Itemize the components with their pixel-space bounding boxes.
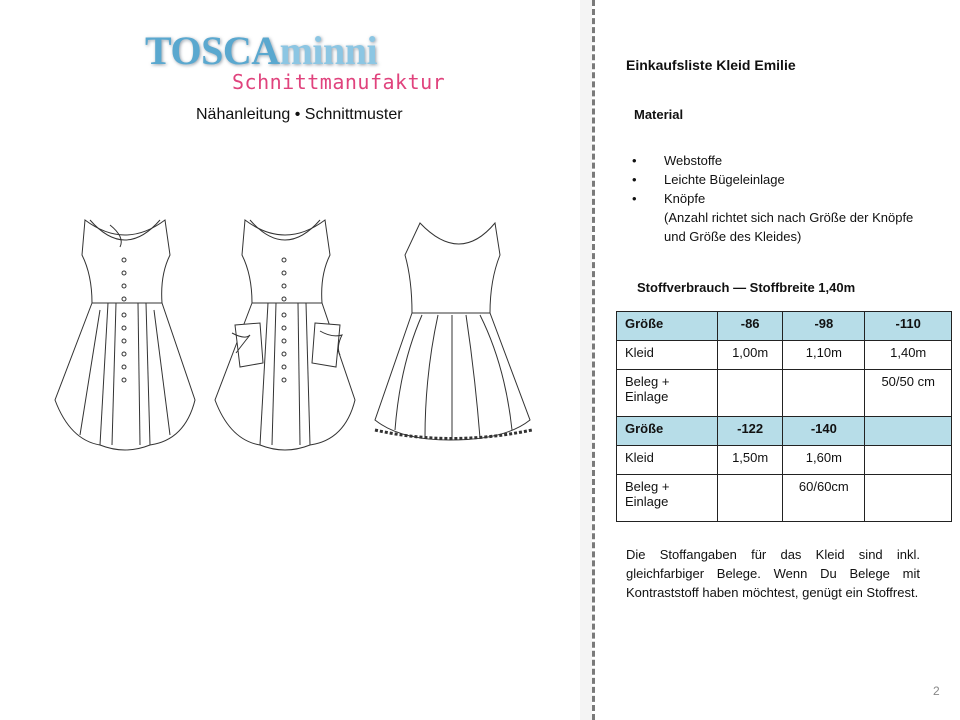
tagline: Nähanleitung • Schnittmuster <box>196 106 403 123</box>
logo-subtitle: Schnittmanufaktur <box>232 70 446 94</box>
table-cell: 60/60cm <box>783 475 865 522</box>
list-item <box>632 189 952 246</box>
material-list <box>632 151 952 246</box>
material-note-line2: und Größe des Kleides) <box>664 229 802 244</box>
material-item-label: Webstoffe <box>664 153 723 168</box>
table-row <box>617 446 952 475</box>
table-cell: 1,10m <box>783 341 865 370</box>
table-cell: 1,40m <box>865 341 952 370</box>
logo-brand-upper: TOSCA <box>145 28 280 73</box>
table-cell: Größe <box>617 417 718 446</box>
table-cell <box>865 475 952 522</box>
page-number: 2 <box>933 684 940 698</box>
table-cell: Beleg + Einlage <box>617 475 718 522</box>
dress-back-drawing <box>375 223 532 440</box>
table-cell: Größe <box>617 312 718 341</box>
material-note-line1: (Anzahl richtet sich nach Größe der Knöpfe <box>664 210 914 225</box>
list-item <box>632 170 952 189</box>
table-cell: 1,00m <box>718 341 783 370</box>
table-cell <box>718 475 783 522</box>
brand-logo <box>145 26 377 76</box>
table-cell: -98 <box>783 312 865 341</box>
dress-front-pockets-drawing <box>215 220 355 450</box>
table-cell <box>865 417 952 446</box>
table-cell: 1,50m <box>718 446 783 475</box>
table-cell: Kleid <box>617 341 718 370</box>
page-title: Einkaufsliste Kleid Emilie <box>626 57 796 73</box>
table-row <box>617 312 952 341</box>
table-cell: -122 <box>718 417 783 446</box>
dress-front-buttons-drawing <box>55 220 195 450</box>
fabric-note: Die Stoffangaben für das Kleid sind inkl. gleichfarbiger Belege. Wenn Du Belege mit Kontraststoff haben möchtest, genügt ein Stoffrest. <box>626 547 920 600</box>
material-item-label: Leichte Bügeleinlage <box>664 172 785 187</box>
table-row <box>617 370 952 417</box>
table-cell: Kleid <box>617 446 718 475</box>
table-cell <box>718 370 783 417</box>
table-cell <box>783 370 865 417</box>
table-cell: -86 <box>718 312 783 341</box>
fabric-table <box>616 311 952 522</box>
table-row <box>617 475 952 522</box>
page-separator <box>592 0 595 720</box>
separator-band <box>580 0 592 720</box>
table-cell: Beleg + Einlage <box>617 370 718 417</box>
material-item-label: Knöpfe <box>664 191 706 206</box>
table-row <box>617 341 952 370</box>
table-cell: -140 <box>783 417 865 446</box>
table-cell: -110 <box>865 312 952 341</box>
logo-brand-lower: minni <box>279 28 378 73</box>
table-cell: 1,60m <box>783 446 865 475</box>
table-cell <box>865 446 952 475</box>
list-item <box>632 151 952 170</box>
dress-illustrations <box>50 195 550 455</box>
material-heading: Material <box>634 107 684 122</box>
table-cell: 50/50 cm <box>865 370 952 417</box>
table-row <box>617 417 952 446</box>
fabric-heading: Stoffverbrauch — Stoffbreite 1,40m <box>637 280 856 295</box>
